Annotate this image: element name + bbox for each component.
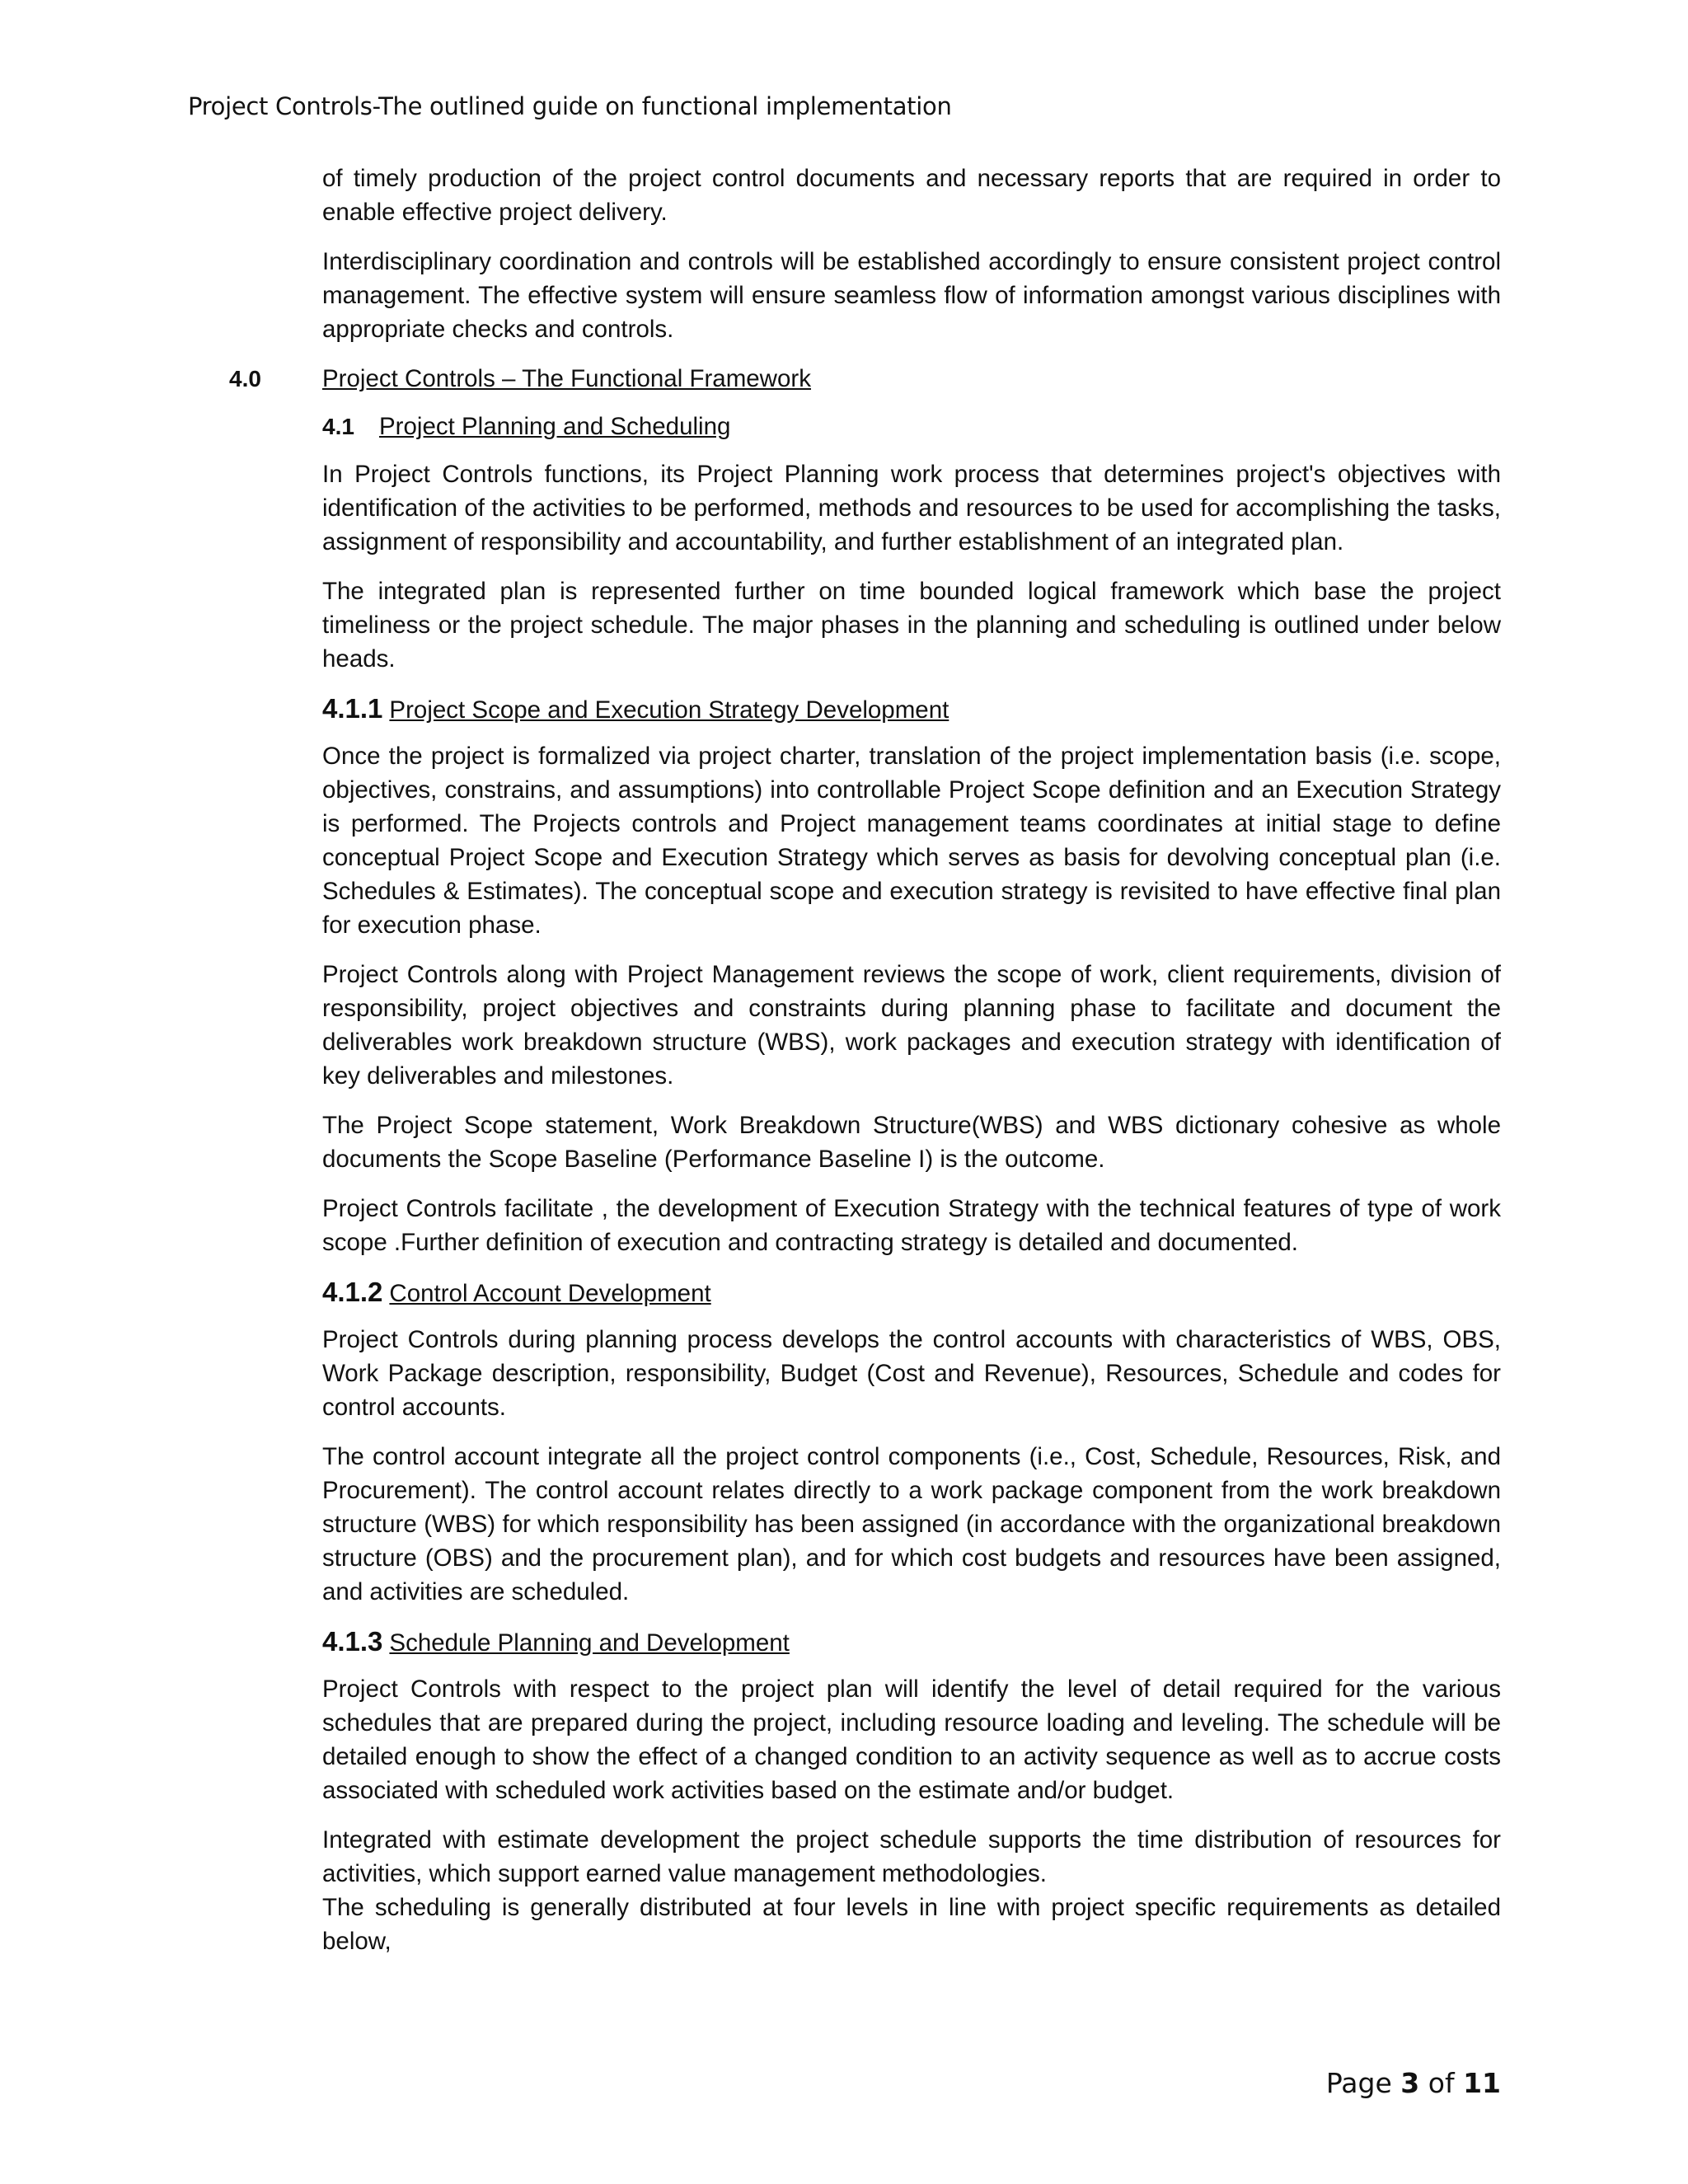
section-title: Control Account Development (389, 1280, 711, 1307)
section-title: Project Scope and Execution Strategy Development (389, 696, 950, 724)
section-number: 4.0 (229, 366, 261, 391)
paragraph: The scheduling is generally distributed at four levels in line with project specific requirements as detailed below, (322, 1894, 1501, 1955)
section-number: 4.1 (322, 414, 354, 439)
section-heading-4-0 (229, 362, 1501, 396)
paragraph: The control account integrate all the project control components (i.e., Cost, Schedule, Resources, Risk, and Procurement). The control account relates directly to a work package component from the work breakdown structure (WBS) for which responsibility has been assigned (in accordance with the organizational breakdown structure (OBS) and the procurement plan), and for which cost budgets and resources have been assigned, and activities are scheduled. (322, 1443, 1501, 1605)
running-header: Project Controls-The outlined guide on functional implementation (188, 92, 952, 120)
section-heading-4-1-1 (322, 691, 1501, 727)
total-pages: 11 (1463, 2067, 1501, 2099)
section-number: 4.1.2 (322, 1277, 383, 1307)
paragraph: Integrated with estimate development the project schedule supports the time distribution of resources for activities, which support earned value management methodologies. (322, 1826, 1501, 1887)
section-number: 4.1.3 (322, 1626, 383, 1657)
paragraph: Project Controls with respect to the project plan will identify the level of detail required for the various schedules that are prepared during the project, including resource loading and leveling. The schedule will be detailed enough to show the effect of a changed condition to an activity sequence as well as to accrue costs associated with scheduled work activities based on the estimate and/or budget. (322, 1675, 1501, 1804)
page-label: Page (1325, 2067, 1392, 2099)
paragraph: The integrated plan is represented further on time bounded logical framework which base the project timeliness or the project schedule. The major phases in the planning and scheduling is outlined under below heads. (322, 578, 1501, 673)
paragraph: In Project Controls functions, its Project Planning work process that determines project's objectives with identification of the activities to be performed, methods and resources to be used for accomplishing the tasks, assignment of responsibility and accountability, and further establishment of an integrated plan. (322, 461, 1501, 555)
section-heading-4-1-2 (322, 1275, 1501, 1310)
page-footer (1326, 2067, 1501, 2099)
section-title: Schedule Planning and Development (389, 1629, 790, 1657)
section-heading-4-1 (322, 410, 1501, 443)
page-number: 3 (1400, 2067, 1420, 2099)
paragraph: The Project Scope statement, Work Breakdown Structure(WBS) and WBS dictionary cohesive as whole documents the Scope Baseline (Performance Baseline I) is the outcome. (322, 1112, 1501, 1173)
of-label: of (1428, 2067, 1455, 2099)
paragraph: Project Controls facilitate , the development of Execution Strategy with the technical features of type of work scope .Further definition of execution and contracting strategy is detailed and documented. (322, 1195, 1501, 1256)
paragraph: Once the project is formalized via project charter, translation of the project implementation basis (i.e. scope, objectives, constrains, and assumptions) into controllable Project Scope definition and an Execution Strategy is performed. The Projects controls and Project management teams coordinates at initial stage to define conceptual Project Scope and Execution Strategy which serves as basis for devolving conceptual plan (i.e. Schedules & Estimates). The conceptual scope and execution strategy is revisited to have effective final plan for execution phase. (322, 743, 1501, 939)
section-number: 4.1.1 (322, 693, 383, 724)
paragraph: Project Controls during planning process develops the control accounts with characteristics of WBS, OBS, Work Package description, responsibility, Budget (Cost and Revenue), Resources, Schedule and codes for control accounts. (322, 1326, 1501, 1421)
section-title: Project Controls – The Functional Framework (322, 365, 811, 392)
section-heading-4-1-3 (322, 1624, 1501, 1660)
paragraph: Interdisciplinary coordination and controls will be established accordingly to ensure consistent project control management. The effective system will ensure seamless flow of information amongst various disciplines with appropriate checks and controls. (322, 248, 1501, 343)
section-title: Project Planning and Scheduling (379, 413, 731, 440)
paragraph: Project Controls along with Project Management reviews the scope of work, client requirements, division of responsibility, project objectives and constraints during planning phase to facilitate and document the deliverables work breakdown structure (WBS), work packages and execution strategy with identification of key deliverables and milestones. (322, 961, 1501, 1090)
page-body (229, 162, 1501, 1974)
paragraph: of timely production of the project control documents and necessary reports that are required in order to enable effective project delivery. (322, 165, 1501, 226)
